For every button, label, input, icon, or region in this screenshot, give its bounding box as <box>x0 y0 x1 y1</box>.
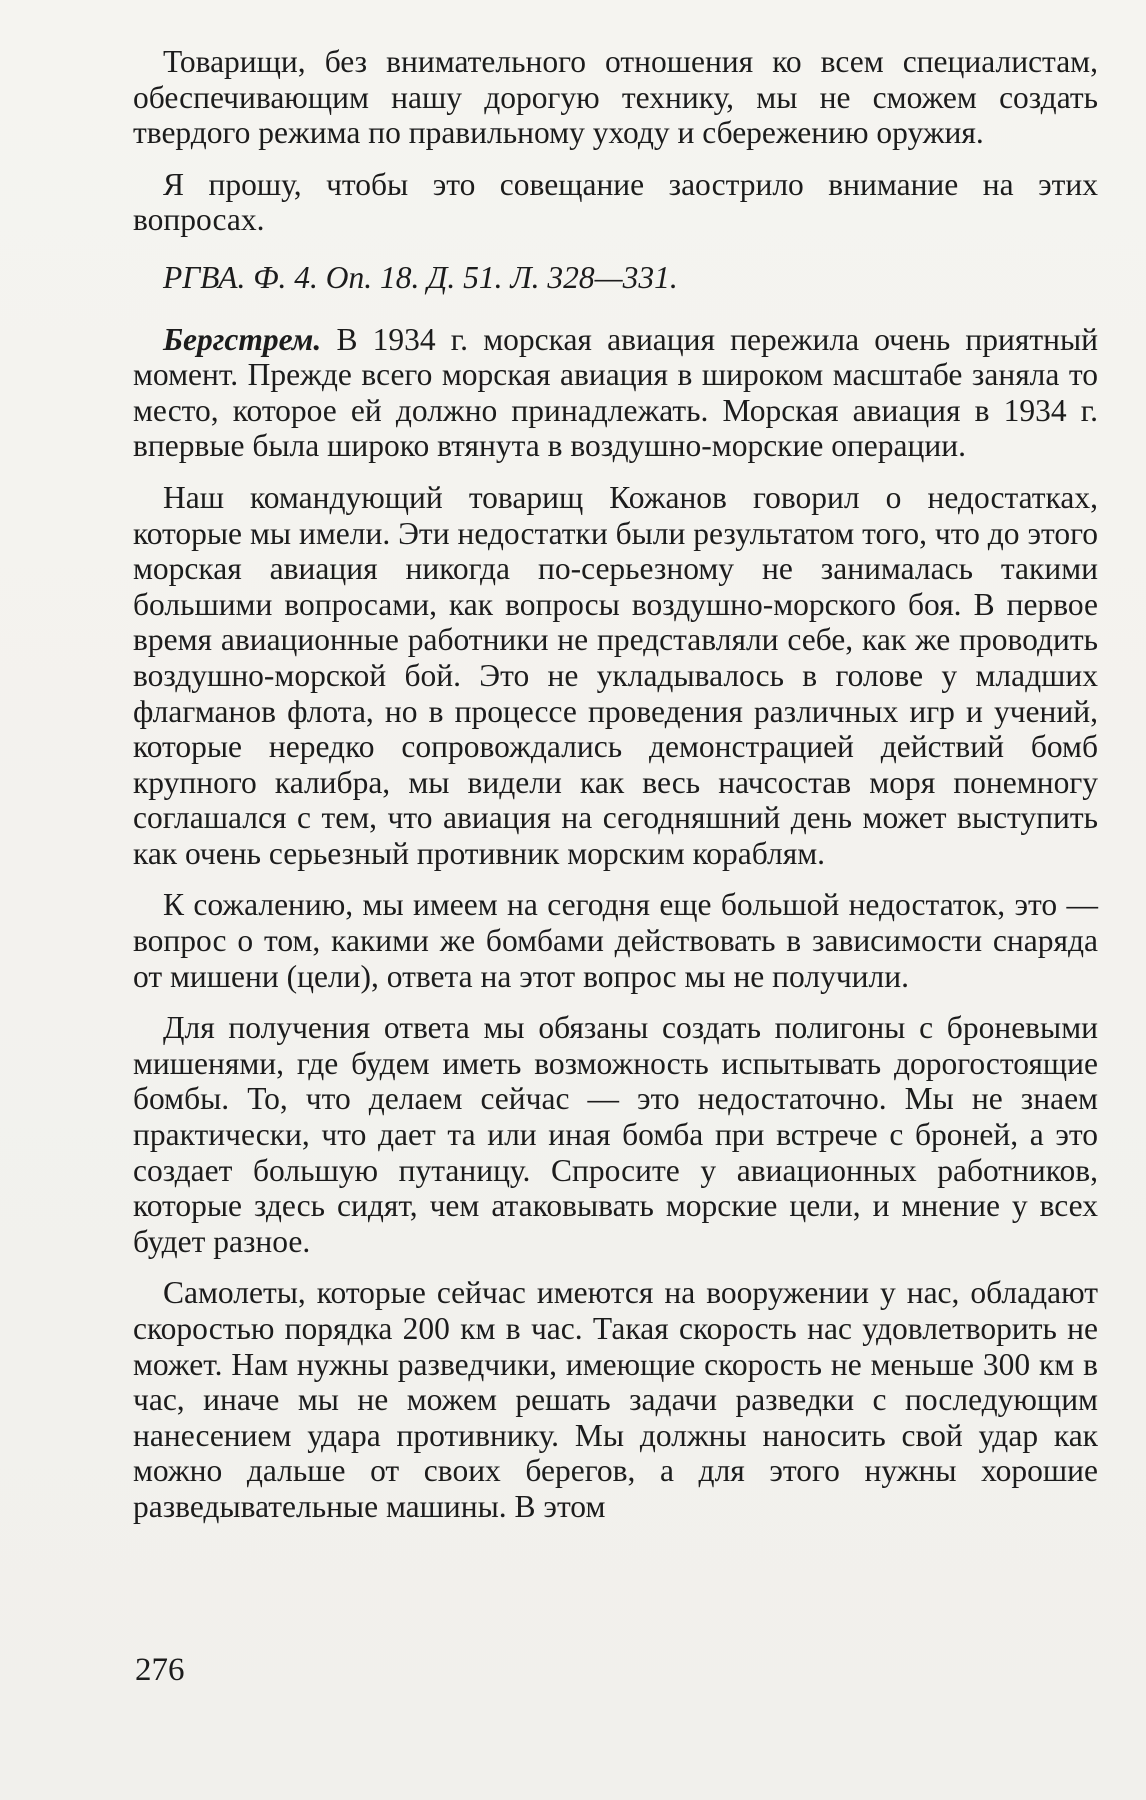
paragraph-5: К сожалению, мы имеем на сегодня еще большой недостаток, это — вопрос о том, какими же бомбами действовать в зависимости снаряда от мишени (цели), ответа на этот вопрос мы не получили. <box>133 887 1098 994</box>
paragraph-6: Для получения ответа мы обязаны создать полигоны с броневыми мишенями, где будем иметь возможность испытывать дорогостоящие бомбы. То, что делаем сейчас — это недостаточно. Мы не знаем практически, что дает та или иная бомба при встрече с броней, а это создает большую путаницу. Спросите у авиационных работников, которые здесь сидят, чем атаковывать морские цели, и мнение у всех будет разное. <box>133 1010 1098 1259</box>
paragraph-2: Я прошу, чтобы это совещание заострило внимание на этих вопросах. <box>133 166 1098 238</box>
body-text <box>133 44 1098 1525</box>
paragraph-1: Товарищи, без внимательного отношения ко всем специалистам, обеспечивающим нашу дорогую технику, мы не сможем создать твердого режима по правильному уходу и сбережению оружия. <box>133 44 1098 151</box>
paragraph-4: Наш командующий товарищ Кожанов говорил о недостатках, которые мы имели. Эти недостатки были результатом того, что до этого морская авиация никогда по-серьезному не занималась такими большими вопросами, как вопросы воздушно-морского боя. В первое время авиационные работники не представляли себе, как же проводить воздушно-морской бой. Это не укладывалось в голове у младших флагманов флота, но в процессе проведения различных игр и учений, которые нередко сопровождались демонстрацией действий бомб крупного калибра, мы видели как весь начсостав моря понемногу соглашался с тем, что авиация на сегодняшний день может выступить как очень серьезный противник морским кораблям. <box>133 479 1098 871</box>
archive-citation: РГВА. Ф. 4. Оп. 18. Д. 51. Л. 328—331. <box>163 259 678 295</box>
page-number: 276 <box>135 1652 185 1688</box>
speaker-name: Бергстрем. <box>163 321 322 357</box>
paragraph-3-text: В 1934 г. морская авиация пережила очень приятный момент. Прежде всего морская авиация в широком масштабе заняла то место, которое ей должно принадлежать. Морская авиация в 1934 г. впервые была широко втянута в воздушно-морские операции. <box>133 321 1098 464</box>
paragraph-7: Самолеты, которые сейчас имеются на вооружении у нас, обладают скоростью порядка 200 км в час. Такая скорость нас удовлетворить не может. Нам нужны разведчики, имеющие скорость не меньше 300 км в час, иначе мы не можем решать задачи разведки с последующим нанесением удара противнику. Мы должны наносить свой удар как можно дальше от своих берегов, а для этого нужны хорошие разведывательные машины. В этом <box>133 1275 1098 1524</box>
paragraph-3 <box>133 322 1098 464</box>
